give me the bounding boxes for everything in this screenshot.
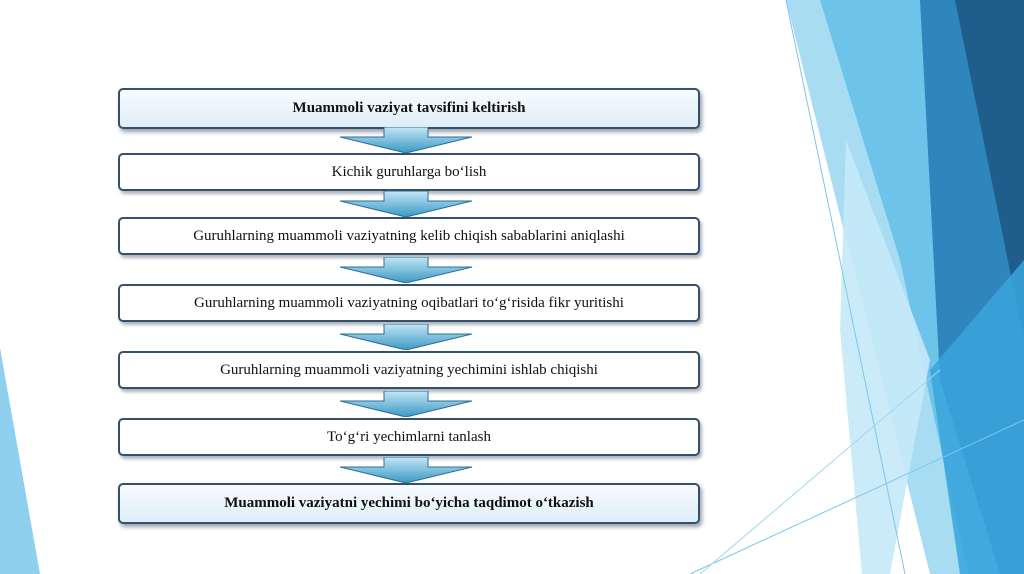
down-arrow-icon [340,127,472,153]
step-1-box [118,88,700,129]
step-6-text: To‘g‘ri yechimlarni tanlash [327,428,491,445]
down-arrow-icon [340,191,472,217]
step-7-box [118,483,700,524]
down-arrow-icon [340,324,472,350]
step-5-box [118,351,700,389]
step-4-box [118,284,700,322]
left-accent-shape [0,348,40,574]
step-6-box [118,418,700,456]
down-arrow-icon [340,457,472,483]
down-arrow-icon [340,391,472,417]
step-3-box [118,217,700,255]
step-4-text: Guruhlarning muammoli vaziyatning oqibatlari to‘g‘risida fikr yuritishi [194,294,624,311]
step-3-text: Guruhlarning muammoli vaziyatning kelib chiqish sabablarini aniqlashi [193,227,625,244]
step-2-box [118,153,700,191]
step-7-text: Muammoli vaziyatni yechimi bo‘yicha taqdimot o‘tkazish [224,495,594,511]
step-1-text: Muammoli vaziyat tavsifini keltirish [292,100,526,116]
step-5-text: Guruhlarning muammoli vaziyatning yechimini ishlab chiqishi [220,361,598,378]
down-arrow-icon [340,257,472,283]
step-2-text: Kichik guruhlarga bo‘lish [331,163,487,180]
